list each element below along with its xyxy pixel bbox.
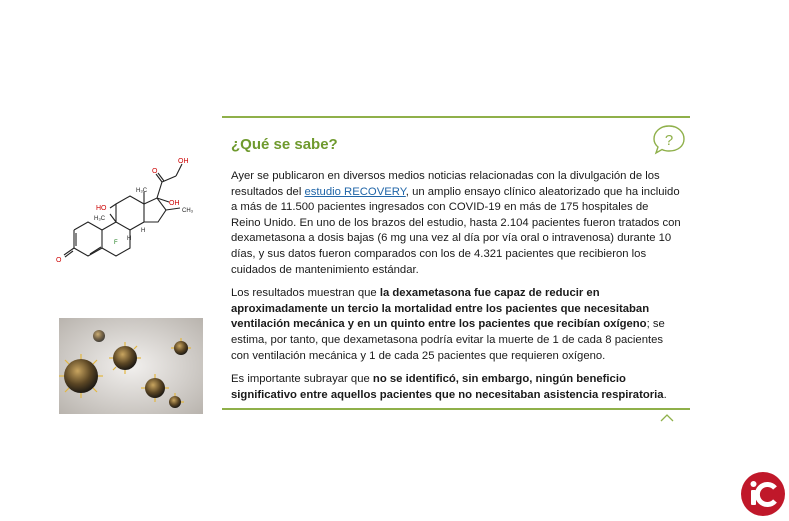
o-c3-label: O	[56, 257, 62, 264]
oh-top-label: OH	[178, 158, 189, 165]
ch3-c10-label: H₃C	[94, 216, 106, 222]
coronavirus-image	[59, 318, 203, 414]
ic-brand-logo-icon[interactable]	[740, 471, 786, 517]
paragraph-no-benefit: Es importante subrayar que no se identificó, sin embargo, ningún beneficio significativo entre aquellos pacientes que no necesitaban asistencia respiratoria.	[231, 373, 667, 401]
svg-text:?: ?	[664, 132, 674, 149]
keto-o-label: O	[152, 168, 158, 175]
ho-c11-label: HO	[96, 205, 107, 212]
ch3-c13-label: H₃C	[136, 188, 148, 194]
paragraph-results: Los resultados muestran que la dexametasona fue capaz de reducir en aproximadamente un tercio la mortalidad entre los pacientes que necesitaban ventilación mecánica y en un quinto entre los pacientes que recibían oxígeno; se estima, por tanto, que dexametasona podría evitar la muerte de 1 de cada 8 pacientes con ventilación mecánica y 1 de cada 25 pacientes que requieren oxígeno.	[231, 287, 665, 362]
dexamethasone-structure	[54, 158, 212, 278]
fluorine-label: F	[114, 240, 118, 246]
card-title: ¿Qué se sabe?	[231, 136, 338, 153]
ch3-c16-label: CH₃	[182, 208, 194, 214]
card-bottom-rule	[222, 408, 690, 410]
chevron-up-icon[interactable]	[660, 414, 674, 422]
card-body	[231, 169, 681, 411]
h-c14-label: H	[141, 228, 146, 234]
speech-bubble-question-icon	[652, 124, 686, 156]
paragraph-recovery: Ayer se publicaron en diversos medios noticias relacionadas con la divulgación de los resultados del estudio RECOVERY, un amplio ensayo clínico aleatorizado que ha incluido a más de 11.500 pacientes ingresados con COVID-19 en más de 175 hospitales de Reino Unido. En uno de los brazos del estudio, hasta 2.104 pacientes fueron tratados con dexametasona a dosis bajas (6 mg una vez al día por vía oral o intravenosa) durante 10 días, y sus datos fueron comparados con los de 4.321 pacientes que recibieron los cuidados de mantenimiento estándar.	[231, 170, 681, 276]
h-c8-label: H	[127, 236, 132, 242]
card-top-rule	[222, 116, 690, 118]
oh-c17-label: OH	[169, 200, 180, 207]
info-card	[222, 116, 690, 411]
recovery-study-link[interactable]: estudio RECOVERY	[304, 185, 406, 198]
